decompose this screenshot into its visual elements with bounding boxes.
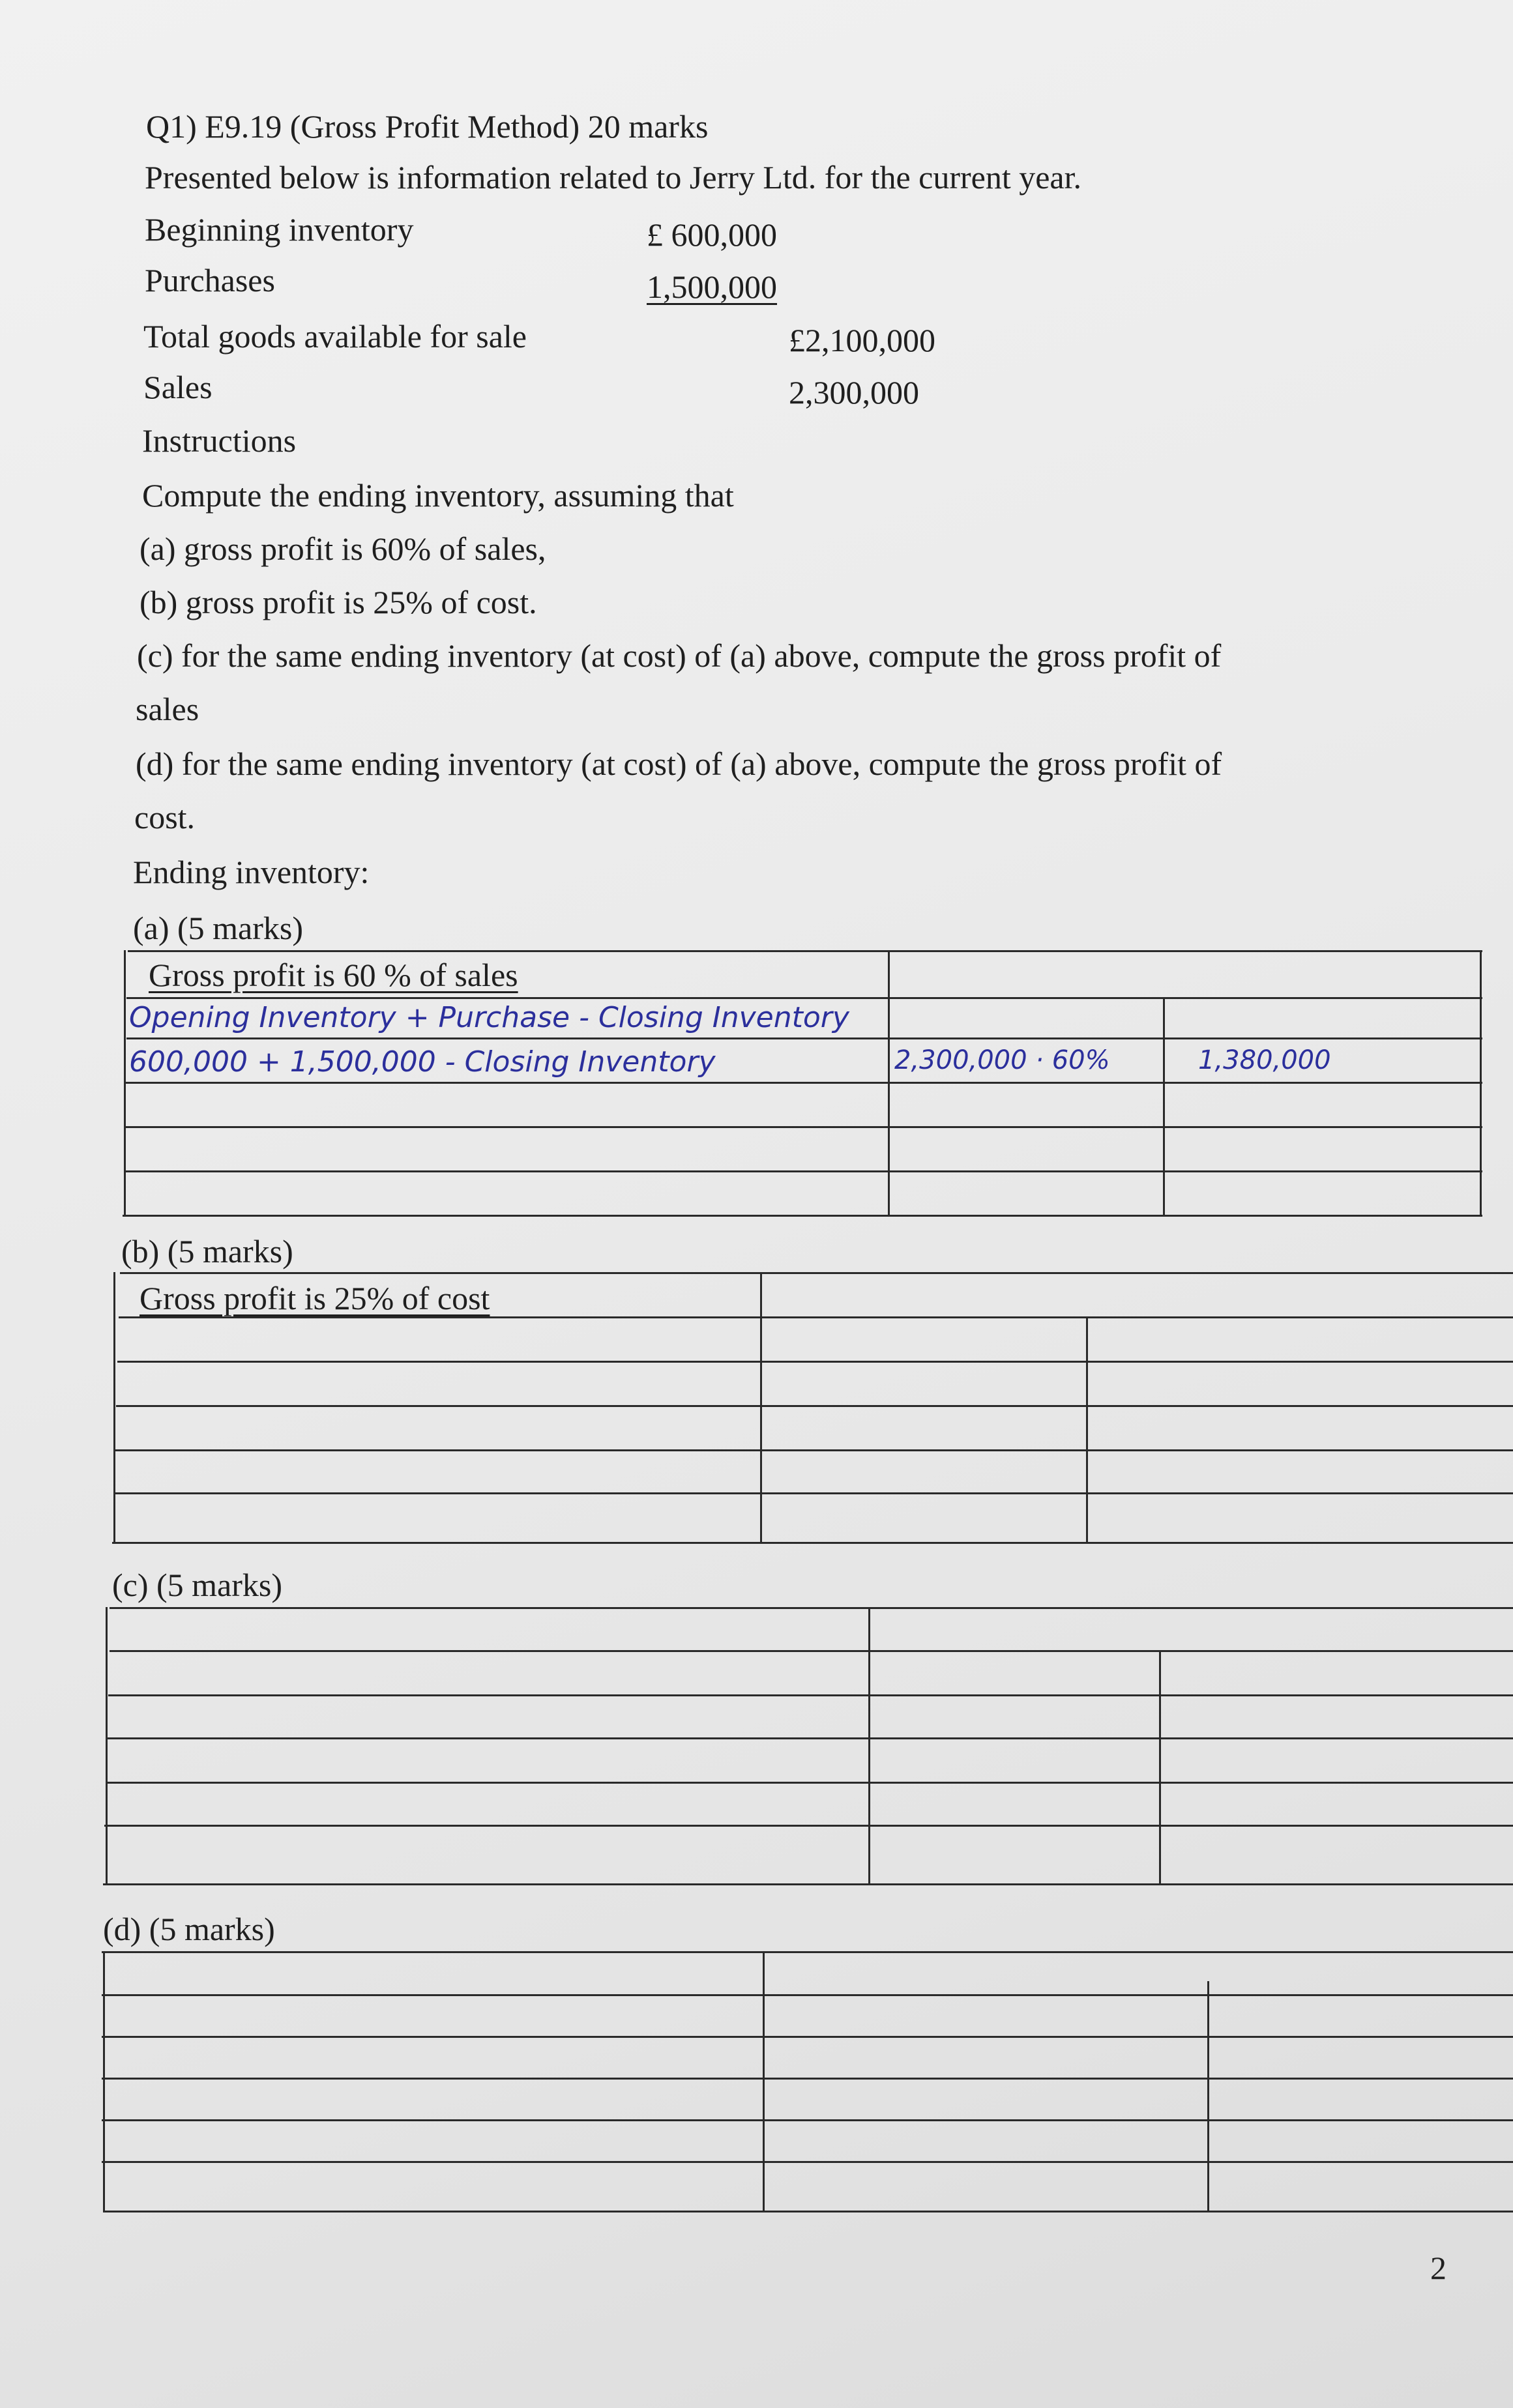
sales-label: Sales bbox=[143, 369, 213, 405]
ending-inventory-label: Ending inventory: bbox=[133, 854, 370, 890]
section-d-label: (d) (5 marks) bbox=[103, 1911, 275, 1947]
instruction-a: (a) gross profit is 60% of sales, bbox=[140, 530, 546, 567]
sales-value: 2,300,000 bbox=[789, 374, 919, 411]
instruction-b: (b) gross profit is 25% of cost. bbox=[140, 584, 537, 620]
handwritten-formula: Opening Inventory + Purchase - Closing Inventory bbox=[129, 1001, 849, 1034]
instructions-heading: Instructions bbox=[142, 422, 297, 459]
section-b-header: Gross profit is 25% of cost bbox=[140, 1280, 490, 1316]
purchases-value: 1,500,000 bbox=[647, 268, 777, 305]
handwritten-substitution: 600,000 + 1,500,000 - Closing Inventory bbox=[129, 1045, 716, 1079]
section-c-label: (c) (5 marks) bbox=[112, 1567, 282, 1603]
intro-text: Presented below is information related to Jerry Ltd. for the current year. bbox=[145, 159, 1082, 196]
total-goods-label: Total goods available for sale bbox=[143, 318, 527, 355]
instruction-d-line1: (d) for the same ending inventory (at cost) of (a) above, compute the gross profit of bbox=[136, 746, 1222, 782]
section-b-label: (b) (5 marks) bbox=[121, 1233, 293, 1269]
handwritten-result: 1,380,000 bbox=[1198, 1045, 1331, 1075]
beginning-inventory-label: Beginning inventory bbox=[145, 211, 414, 248]
section-a-label: (a) (5 marks) bbox=[133, 910, 303, 946]
question-title: Q1) E9.19 (Gross Profit Method) 20 marks bbox=[146, 108, 709, 145]
total-goods-value: £2,100,000 bbox=[789, 322, 935, 358]
section-a-header: Gross profit is 60 % of sales bbox=[149, 957, 518, 993]
instruction-c-line2: sales bbox=[136, 691, 199, 727]
instructions-lead: Compute the ending inventory, assuming that bbox=[142, 477, 734, 514]
instruction-c-line1: (c) for the same ending inventory (at cost) of (a) above, compute the gross profit of bbox=[137, 637, 1222, 674]
handwritten-calculation: 2,300,000 · 60% bbox=[894, 1045, 1110, 1075]
purchases-label: Purchases bbox=[145, 262, 275, 298]
page-number: 2 bbox=[1430, 2250, 1447, 2286]
beginning-inventory-value: £ 600,000 bbox=[647, 216, 777, 253]
instruction-d-line2: cost. bbox=[134, 799, 196, 835]
